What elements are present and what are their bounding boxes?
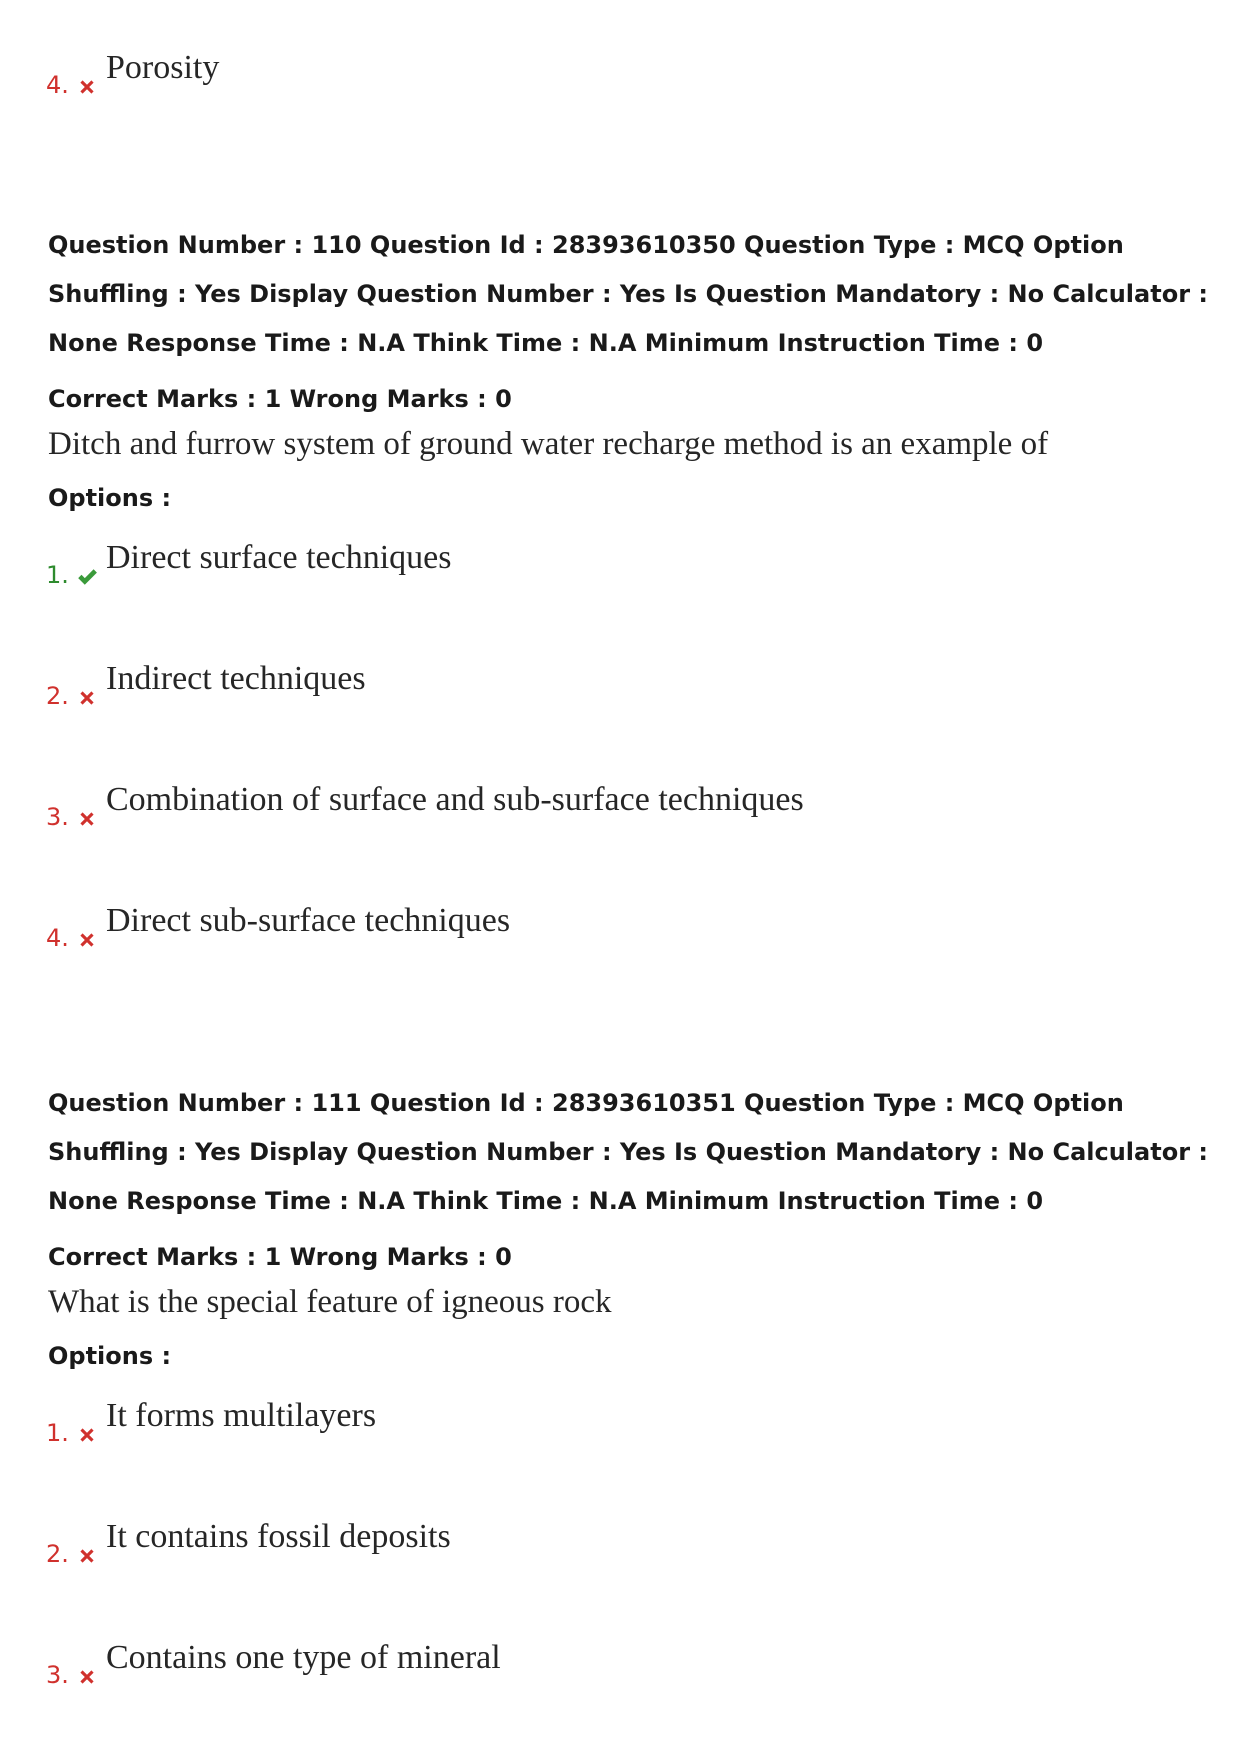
cross-icon bbox=[76, 687, 98, 709]
cross-icon bbox=[76, 76, 98, 98]
option-text: Contains one type of mineral bbox=[106, 1639, 501, 1676]
option-row bbox=[46, 651, 1196, 711]
option-text: Porosity bbox=[106, 49, 220, 86]
question-text: Ditch and furrow system of ground water recharge method is an example of bbox=[48, 426, 1049, 462]
cross-icon bbox=[76, 808, 98, 830]
option-number: 3. bbox=[46, 1661, 69, 1689]
question-meta: Question Number : 110 Question Id : 28393610350 Question Type : MCQ Option Shuffling : Yes Display Question Number : Yes Is Question Mandatory : No Calculator : None Response Time : N.A Think Time : N.A Minimum Instruction Time : 0 bbox=[48, 231, 1208, 357]
option-row bbox=[46, 1509, 1196, 1569]
option-number: 2. bbox=[46, 682, 69, 710]
option-row bbox=[46, 40, 1196, 100]
option-text: It contains fossil deposits bbox=[106, 1518, 451, 1555]
cross-icon bbox=[76, 1424, 98, 1446]
options-label: Options : bbox=[48, 1342, 172, 1370]
cross-icon bbox=[76, 1545, 98, 1567]
option-text: Indirect techniques bbox=[106, 660, 366, 697]
question-meta: Question Number : 111 Question Id : 28393610351 Question Type : MCQ Option Shuffling : Yes Display Question Number : Yes Is Question Mandatory : No Calculator : None Response Time : N.A Think Time : N.A Minimum Instruction Time : 0 bbox=[48, 1089, 1208, 1215]
option-number: 2. bbox=[46, 1540, 69, 1568]
option-number: 1. bbox=[46, 1419, 69, 1447]
option-text: Direct surface techniques bbox=[106, 539, 452, 576]
cross-icon bbox=[76, 1666, 98, 1688]
question-marks: Correct Marks : 1 Wrong Marks : 0 bbox=[48, 385, 512, 413]
option-text: Direct sub-surface techniques bbox=[106, 902, 511, 939]
option-row bbox=[46, 893, 1196, 953]
option-row bbox=[46, 1388, 1196, 1448]
option-row bbox=[46, 772, 1196, 832]
option-text: Combination of surface and sub-surface techniques bbox=[106, 781, 804, 818]
option-number: 1. bbox=[46, 561, 69, 589]
options-label: Options : bbox=[48, 484, 172, 512]
option-text: It forms multilayers bbox=[106, 1397, 377, 1434]
option-row bbox=[46, 530, 1196, 590]
option-number: 4. bbox=[46, 71, 69, 99]
cross-icon bbox=[76, 929, 98, 951]
option-number: 3. bbox=[46, 803, 69, 831]
question-marks: Correct Marks : 1 Wrong Marks : 0 bbox=[48, 1243, 512, 1271]
option-row bbox=[46, 1630, 1196, 1690]
check-icon bbox=[76, 566, 98, 588]
option-number: 4. bbox=[46, 924, 69, 952]
question-text: What is the special feature of igneous rock bbox=[48, 1284, 612, 1320]
